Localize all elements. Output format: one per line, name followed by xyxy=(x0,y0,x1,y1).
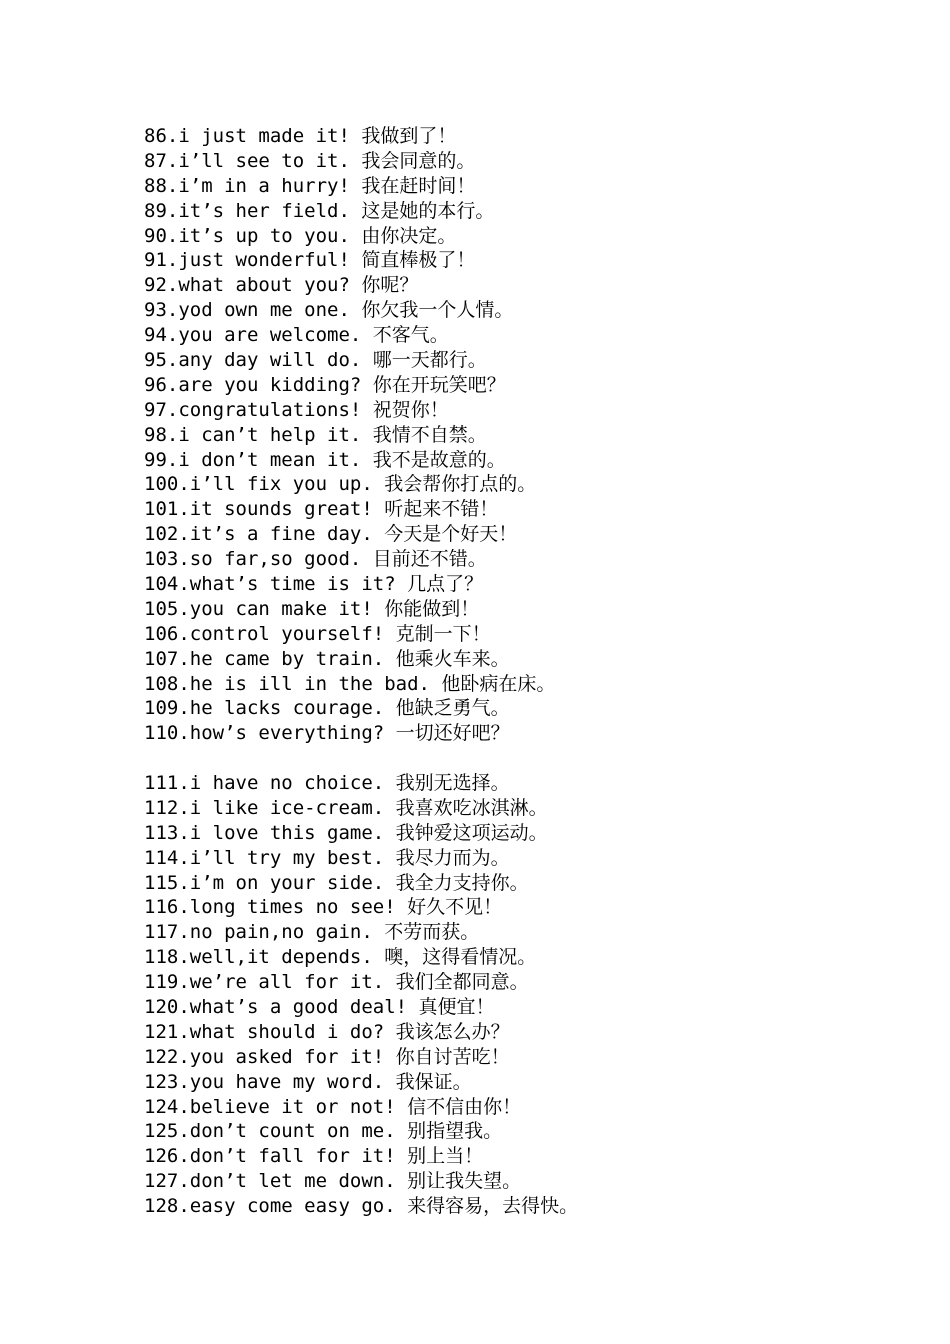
phrase-line-113: 113.i love this game. 我钟爱这项运动。 xyxy=(144,821,548,844)
phrase-line-95: 95.any day will do. 哪一天都行。 xyxy=(144,349,487,372)
phrase-line-110: 110.how’s everything? 一切还好吧？ xyxy=(144,722,510,745)
phrase-line-120: 120.what’s a good deal! 真便宜！ xyxy=(144,996,495,1019)
phrase-line-86: 86.i just made it! 我做到了！ xyxy=(144,125,457,147)
phrase-line-93: 93.yod own me one. 你欠我一个人情。 xyxy=(144,299,514,322)
phrase-line-108: 108.he is ill in the bad. 他卧病在床。 xyxy=(144,672,556,695)
phrase-line-90: 90.it’s up to you. 由你决定。 xyxy=(144,224,457,247)
phrase-line-119: 119.we’re all for it. 我们全都同意。 xyxy=(144,971,529,994)
phrase-line-91: 91.just wonderful! 简直棒极了！ xyxy=(144,249,476,272)
phrase-line-126: 126.don’t fall for it! 别上当！ xyxy=(144,1145,484,1168)
phrase-line-122: 122.you asked for it! 你自讨苦吃！ xyxy=(144,1045,510,1068)
phrase-line-97: 97.congratulations! 祝贺你！ xyxy=(144,398,449,421)
phrase-line-128: 128.easy come easy go. 来得容易，去得快。 xyxy=(144,1195,579,1218)
phrase-list-111-128 xyxy=(144,771,578,1219)
phrase-line-103: 103.so far,so good. 目前还不错。 xyxy=(144,548,487,571)
phrase-line-112: 112.i like ice-cream. 我喜欢吃冰淇淋。 xyxy=(144,796,548,819)
phrase-line-88: 88.i’m in a hurry! 我在赶时间！ xyxy=(144,174,476,197)
phrase-line-123: 123.you have my word. 我保证。 xyxy=(144,1070,472,1093)
phrase-line-96: 96.are you kidding? 你在开玩笑吧？ xyxy=(144,373,506,396)
phrase-line-105: 105.you can make it! 你能做到！ xyxy=(144,597,480,620)
phrase-line-114: 114.i’ll try my best. 我尽力而为。 xyxy=(144,846,510,869)
phrase-line-89: 89.it’s her field. 这是她的本行。 xyxy=(144,199,495,222)
phrase-line-94: 94.you are welcome. 不客气。 xyxy=(144,324,449,347)
phrase-line-101: 101.it sounds great! 听起来不错！ xyxy=(144,498,499,521)
phrase-line-87: 87.i’ll see to it. 我会同意的。 xyxy=(144,149,476,172)
phrase-line-107: 107.he came by train. 他乘火车来。 xyxy=(144,647,510,670)
phrase-line-116: 116.long times no see! 好久不见！ xyxy=(144,896,503,919)
phrase-line-100: 100.i’ll fix you up. 我会帮你打点的。 xyxy=(144,473,537,496)
phrase-line-102: 102.it’s a fine day. 今天是个好天！ xyxy=(144,523,518,546)
phrase-line-115: 115.i’m on your side. 我全力支持你。 xyxy=(144,871,529,894)
phrase-list-86-110 xyxy=(144,124,555,746)
phrase-line-117: 117.no pain,no gain. 不劳而获。 xyxy=(144,921,480,944)
phrase-line-92: 92.what about you? 你呢？ xyxy=(144,274,419,297)
phrase-line-106: 106.control yourself! 克制一下！ xyxy=(144,622,491,645)
phrase-line-98: 98.i can’t help it. 我情不自禁。 xyxy=(144,423,487,446)
phrase-line-121: 121.what should i do? 我该怎么办？ xyxy=(144,1020,510,1043)
phrase-line-125: 125.don’t count on me. 别指望我。 xyxy=(144,1120,503,1143)
phrase-line-104: 104.what’s time is it? 几点了？ xyxy=(144,573,484,596)
phrase-line-99: 99.i don’t mean it. 我不是故意的。 xyxy=(144,448,506,471)
phrase-line-109: 109.he lacks courage. 他缺乏勇气。 xyxy=(144,697,510,720)
phrase-line-124: 124.believe it or not! 信不信由你！ xyxy=(144,1095,522,1118)
phrase-line-111: 111.i have no choice. 我别无选择。 xyxy=(144,772,510,794)
phrase-line-118: 118.well,it depends. 噢，这得看情况。 xyxy=(144,946,537,969)
phrase-line-127: 127.don’t let me down. 别让我失望。 xyxy=(144,1170,522,1193)
